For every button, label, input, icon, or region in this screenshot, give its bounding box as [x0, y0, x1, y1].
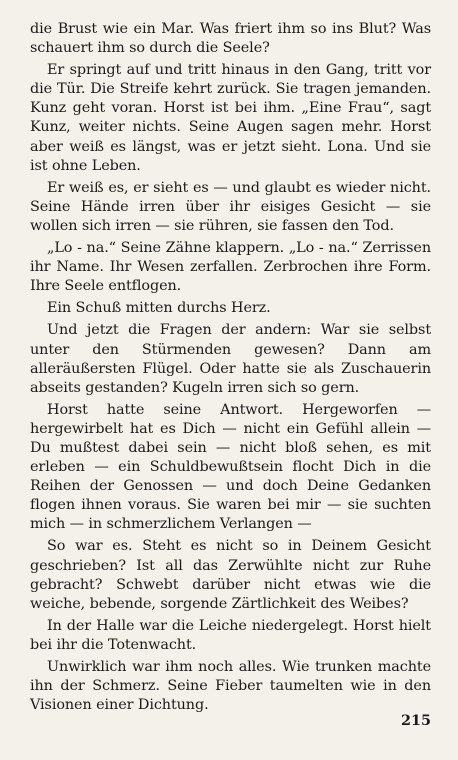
paragraph: Er weiß es, er sieht es — und glaubt es wieder nicht. Seine Hände irren über ihr eisiges Gesicht — sie wollen sich irren — sie rühren, sie fassen den Tod.: [30, 179, 431, 234]
paragraph: So war es. Steht es nicht so in Deinem Gesicht geschrieben? Ist all das Zerwühlte nicht zur Ruhe gebracht? Schwebt darüber nicht etwas wie die weiche, bebende, sorgende Zärtlichkeit des Weibes?: [30, 538, 431, 612]
page-number: 215: [400, 712, 431, 729]
paragraph: Unwirklich war ihm noch alles. Wie trunken machte ihn der Schmerz. Seine Fieber taumelten wie in den Visionen einer Dichtung.: [30, 659, 431, 714]
paragraph: die Brust wie ein Mar. Was friert ihm so ins Blut? Was schauert ihm so durch die Seele?: [30, 21, 431, 57]
paragraph: Und jetzt die Fragen der andern: War sie selbst unter den Stürmenden gewesen? Dann am alleräußersten Flügel. Oder hatte sie als Zuschauerin abseits gestanden? Kugeln irren sich so gern.: [30, 322, 431, 396]
page-body: [30, 20, 431, 715]
paragraph: Er springt auf und tritt hinaus in den Gang, tritt vor die Tür. Die Streife kehrt zurück. Sie tragen jemanden. Kunz geht voran. Horst ist bei ihm. „Eine Frau“, sagt Kunz, weiter nichts. Seine Augen sagen mehr. Horst aber weiß es längst, was er jetzt sieht. Lona. Und sie ist ohne Leben.: [30, 62, 431, 174]
paragraph: Ein Schuß mitten durchs Herz.: [47, 300, 271, 317]
paragraph: „Lo - na.“ Seine Zähne klappern. „Lo - na.“ Zerrissen ihr Name. Ihr Wesen zerfallen. Zerbrochen ihre Form. Ihre Seele entflogen.: [30, 240, 431, 295]
paragraph: In der Halle war die Leiche niedergelegt. Horst hielt bei ihr die Totenwacht.: [30, 617, 431, 653]
paragraph: Horst hatte seine Antwort. Hergeworfen — hergewirbelt hat es Dich — nicht ein Gefühl allein — Du mußtest dabei sein — nicht bloß sehen, es mit erleben — ein Schuldbewußtsein flocht Dich in die Reihen der Genossen — und doch Deine Gedanken flogen ihnen voraus. Sie waren bei mir — sie suchten mich — in schmerzlichem Verlangen —: [30, 401, 431, 533]
